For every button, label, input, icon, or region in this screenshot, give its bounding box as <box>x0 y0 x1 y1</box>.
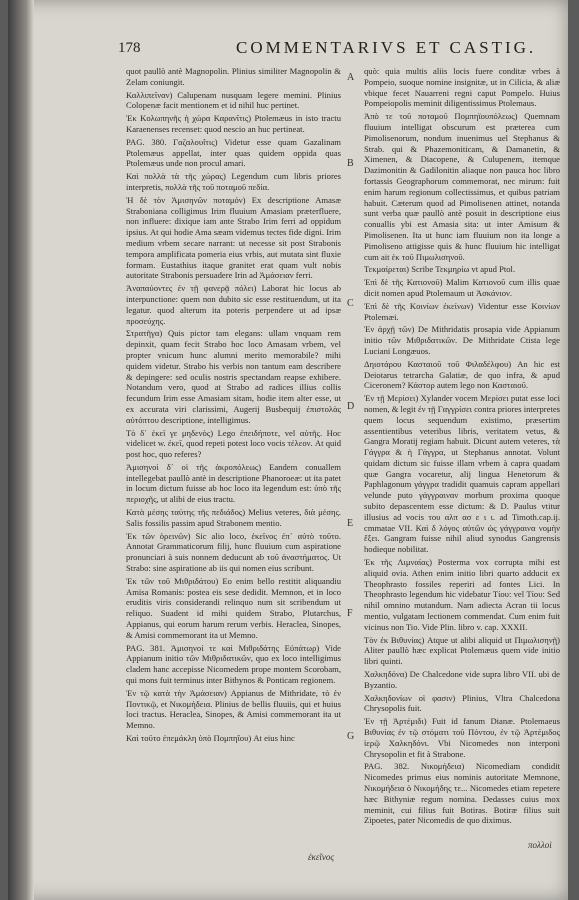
right-paragraph: Ἐν ἀρχῇ τῶν) De Mithridatis prosapia vide Appianum initio τῶν Μιθριδατικῶν. De Mithridate Ctista lege Luciani Longæuos. <box>364 324 560 356</box>
catchword-left: ἐκεῖνος <box>308 852 335 862</box>
left-paragraph: PAG. 381. Ἀμισηνοί τε καὶ Μιθριδάτης Εὐπάτωρ) Vide Appianum initio τῶν Μιθριδατικῶν, quo ex loco intelligimus cladem hanc accepisse Nicomedem prope montem Scorobam, qui mons fuit terminus inter Bithynos & Ponticam regionem. <box>126 642 341 686</box>
right-column <box>364 66 560 848</box>
left-column <box>126 66 341 848</box>
catchword-right: πολλοὶ <box>528 840 552 850</box>
left-paragraph: quot paullò antè Magnopolin. Plinius similiter Magnopolin & Zelam coniungit. <box>126 66 341 87</box>
left-paragraph: Καὶ πολλὰ τὰ τῆς χώρας) Legendum cum libris priores interpretis, πολλὰ τῆς τοῦ ποταμοῦ πεδία. <box>126 171 341 192</box>
right-paragraph: PAG. 382. Νικομήδεια) Nicomediam condidit Nicomedes primus eius nominis autoritate Memnone, Νικομήδεια ὁ Νικομήδης τε... Nicomedes etiam repetere hæc Bithyniæ regum nomina. Dedasses cuius mox meminit, cui filius fuit Botiras. Botiræ filius suit Zipoetes, pater Nicomedis de quo diximus. <box>364 761 560 826</box>
left-paragraph: Κατὰ μέσης ταύτης τῆς πεδιάδος) Melius veteres, διὰ μέσης. Salis fossilis passim apud Strabonem mentio. <box>126 507 341 528</box>
margin-letter: G <box>347 731 355 742</box>
left-paragraph: Ἐκ Κολωπηνῆς ἡ χώρα Καρανῖτις) Ptolemæus in isto tractu Karaenenses recenset: quod nescio an huc pertineat. <box>126 113 341 134</box>
right-paragraph: Ἐκ τῆς Λιμναίας) Posterma vox corrupta mihi est aliquid ovia. Athen enim initio libri quarto adducit ex Theophrasto fossiles reperiri ad fontes Lici. In Theophrasto legendum hic videbatur Τίου: vel Τίου: Sed nihil omnino mutandum. Nam adiecta Acran tii locus mentio, vulgatam lectionem commendat. Cum enim fuit vicinus non Tio. Vide Plin. libro v. cap. XXXII. <box>364 557 560 632</box>
margin-letter: D <box>347 401 355 412</box>
margin-letter: C <box>347 298 354 309</box>
right-paragraph: Ἀπὸ τε τοῦ ποταμοῦ Πομπηϊουπόλεως) Quemnam fluuium intelligat obscurum est præterea cum Pimolisenorum, nondum inuenimus uel Stephanus & Strab. qui & Phazemoniticam, & Damanetin, & Ximenen, & Diacopene, & Culupenem, itemque Dazimonitin & Gadilonitin aliaque non pauca hoc libro fortassis Geographorum commemorat, nec mirum: fuit enim harum regionum collectissimus, et quibus patriam habuit. Cæterum quod ad Pimolisenen attinet, notanda sunt verba quæ paullò antè posuit in descriptione eius conuallis ybi est Amasia sita: ut inter Amisum & Pimolisenen. Ita ut hunc iam fluuium non ita longe a Pimoliseno attigisse quis & hunc fluuium hic intelligat cum ait ἐκ τοῦ Πιμωλισηνοῦ. <box>364 111 560 262</box>
margin-letter: A <box>347 72 355 83</box>
left-paragraph: Καλλιπεῖναν) Calupenam nusquam legere memini. Plinius Colopenæ facit mentionem et id nihil huc pertinet. <box>126 89 341 111</box>
left-paragraph: Καὶ τοῦτο ἐπεμάκλη ὑπὸ Πομπηΐου) At eius hinc <box>126 733 295 744</box>
left-paragraph: Ἐκ τῶν τοῦ Μιθριδάτου) Eo enim bello restitit aliquandiu Amisa Romanis: postea eis sese dedidit. Memnon, et in loco eruditis viris considerandi relinquo num sit scribendum ut reliquo. Suadent id mihi quidem Strabo, Plutarchus, Appianus, qui eorum harum rerum verbis. Heraclea, Sinopes, & Amisi commemorant ita ut Memno. <box>126 575 341 640</box>
right-paragraph: Χαλκηδονίων οἱ φασιν) Plinius, Vltra Chalcedona Chrysopolis fuit. <box>364 692 560 714</box>
margin-letter: F <box>347 608 353 619</box>
page-number: 178 <box>118 40 141 56</box>
left-paragraph: Ἐκ τῶν ὁρεινῶν) Sic alio loco, ἐκεῖνος ἐπ᾿ αὐτὸ τοῦτο. Annotat Grammaticorum filij, hunc fluuium cum aspiratione pronunciari à suis nonnem deducunt ab τοῦ ἀναστήματος. Ut Strabo: sine aspiratione ab iis qui nomen eius scribunt. <box>126 530 341 574</box>
left-paragraph: Τὸ δ᾿ ἐκεῖ γε μηδενὸς) Lego ἐπειδήποτε, vel αὐτῆς. Hoc videlicet w. ἐκεῖ, quod repeti potest loco vocis τέλεον. At quid post hoc, quo referes? <box>126 427 341 460</box>
right-paragraph: Ἐν τῇ Ἀρτέμιδι) Fuit id fanum Dianæ. Ptolemaeus Βιθυνίας ἐν τῷ στόματι τοῦ Πόντου, ἐν τῷ Ἀρτέμιδος ἱερῷ Χαλκηδόνι. Vbi Nicomedes non interponi Chrysopolin et fit à Strabone. <box>364 716 560 759</box>
left-paragraph: Ἡ δὲ τὸν Ἀμισηνῶν ποταμόν) Ex descriptione Amasæ Straboniana colligimus Irim fluuium Amasiam præterfluere, non influere: dixique iam ante Strabo Irim ferri ad oppidum ipsius. At qui hodie Ama sæam videmus tectes fide digni. Irim medium vrbem secare narrant: ut necesse sit post Strabonis tempora amplificata pomeria eius vrbis, aut mutata sint fluxie formam. Eustathius itaque granitet erat quam vult nobis autoritate Strabonis persuadere Irin ad Ἀμάσειαν ferri. <box>126 194 341 281</box>
left-paragraph: Ἐν τῷ κατὰ τὴν Ἀμάσειαν) Appianus de Mithridate, τὸ ἐν Ποντικῷ, et Νικομήδεια. Plinius de bellis fluuiis, qui et huius loci tractus. Heraclea, Sinopes, & Amisi commemorant ita ut Memno. <box>126 687 341 731</box>
margin-letter: B <box>347 158 354 169</box>
left-paragraph: Στρατῆγα) Quis pictor tam elegans: ullam vnquam rem depinxit, quam fecit Strabo hoc loco Amasam vrbem, vel propter vnicum hunc alumni merito memorabile? mihi quidem videtur. Strabo his verbis non tantum eam describere & depingere: sed oculis nostris spectandam reapse exhibere. Notandum vero, quod at Strabo ad radices illius collis fecundum Irim esse Amasiam sitam, hodie item alter esse, ut ex accurata viri clarissimi, Augerij Busbequij ἐπιστολὰς αὐτόπτου descriptione, intelligimus. <box>126 328 341 425</box>
right-paragraph: quò: quia multis aliis locis fuere conditæ vrbes à Pompeio, suoque nomine insignitæ, ut in Cilicia, & aliæ vbique fecet Nauarreni regni caput Pompelo. Huius Pompeiopolis meminit diligentissimus Ptolemaus. <box>364 66 560 109</box>
right-paragraph: Ἐν τῇ Μερίσει) Xylander vocem Μερίσει putat esse loci nomen, & legit ἐν τῇ Γαγγρίσει contra priores interpretes quem locus sequendum existimo, præsertim assentientibus veteribus libris, veritatem vetus, & Gangra Moratij regiam habuit. Dicunt autem veteres, τὰ Γάγγρα & ἡ Γάγγρα, ut Stephanus annotat. Volunt quidam dictum sic fuisse illam vrbem à capra quadam quæ Gangra vocaretur, alij lingua Henetorum & Paphlagonum γάγγρα tradidit quamuis capram appellari velunde puto γάγγραιναν morbum proxima quoque subito depascentem esse dictum: & D. Paulus vtitur illusius ad vocis του αλπ ασ ε ι ι. ad Timoth.cap.ij. cmmatae VII. Καὶ δ λόγος αὐτῶν ὡς γάγγραινα νομὴν ἕξει. Gangram fuisse nihil aliud synodus Gangrensis hodieque nobilitat. <box>364 393 560 555</box>
left-paragraph: PAG. 380. Γαζαλουΐτις) Videtur esse quam Gazalinam Ptolemæus appellat, inter quas quidem oppida quas Ptolemæus unde non procul amari. <box>126 136 341 169</box>
right-paragraph: Δηιοτάρου Κασταιοῦ τοῦ Φιλαδέλφου) An hic est Deiotarus tetrarcha Galatiæ, de quo infra, & apud Ciceronem? Κάστορ autem lego non Κασταιοῦ. <box>364 358 560 391</box>
margin-letters <box>347 66 359 826</box>
right-paragraph: Τὸν ἐκ Βιθυνίας) Atque ut alibi aliquid ut Πιμωλισηνῇ) Aliter paullò hæc explicat Ptolemæus quem vide initio libri quinti. <box>364 634 560 667</box>
right-paragraph: Ἐπὶ δὲ τῆς Κοινίων ἐκείνων) Videntur esse Κοινίων Ptolemæi. <box>364 300 560 322</box>
right-paragraph: Χαλκηδόνα) De Chalcedone vide supra libro VII. ubi de Byzantio. <box>364 669 560 690</box>
page-binding-shadow <box>8 0 34 900</box>
left-paragraph: Ἀμισηνοὶ δ᾿ οἱ τῆς ἀκροπόλεως) Eandem conuallem intellegebat paullò antè in descriptione Phanoroeæ: ut ita patet in locum dictum fuisse ab hoc loco ita legendum est: ὑπὸ τῆς περιοχῆς, ut alibi de eius tractu. <box>126 461 341 505</box>
right-paragraph: Τεκμαίρεται) Scribe Τεκμηρίω vt apud Ptol. <box>364 264 516 275</box>
left-paragraph: Ἀναπαύοντες ἐν τῇ φανερᾷ πόλει) Laborat hic locus ab interpunctione: quem non dubito sic esse restituendum, ut ita legatur. quod alterum ita poteris perpendere ut ad ipsæ προσεύχης. <box>126 283 341 326</box>
running-title: COMMENTARIVS ET CASTIG. <box>236 38 537 57</box>
margin-letter: E <box>347 518 354 529</box>
right-paragraph: Ἐπὶ δὲ τῆς Κατιονοῦ) Malim Κατιονοῦ cum illis quae dicit nomen apud Ptolemaum ut Ἀσκάνιον. <box>364 277 560 298</box>
page-header <box>118 40 558 66</box>
book-page <box>8 0 568 900</box>
